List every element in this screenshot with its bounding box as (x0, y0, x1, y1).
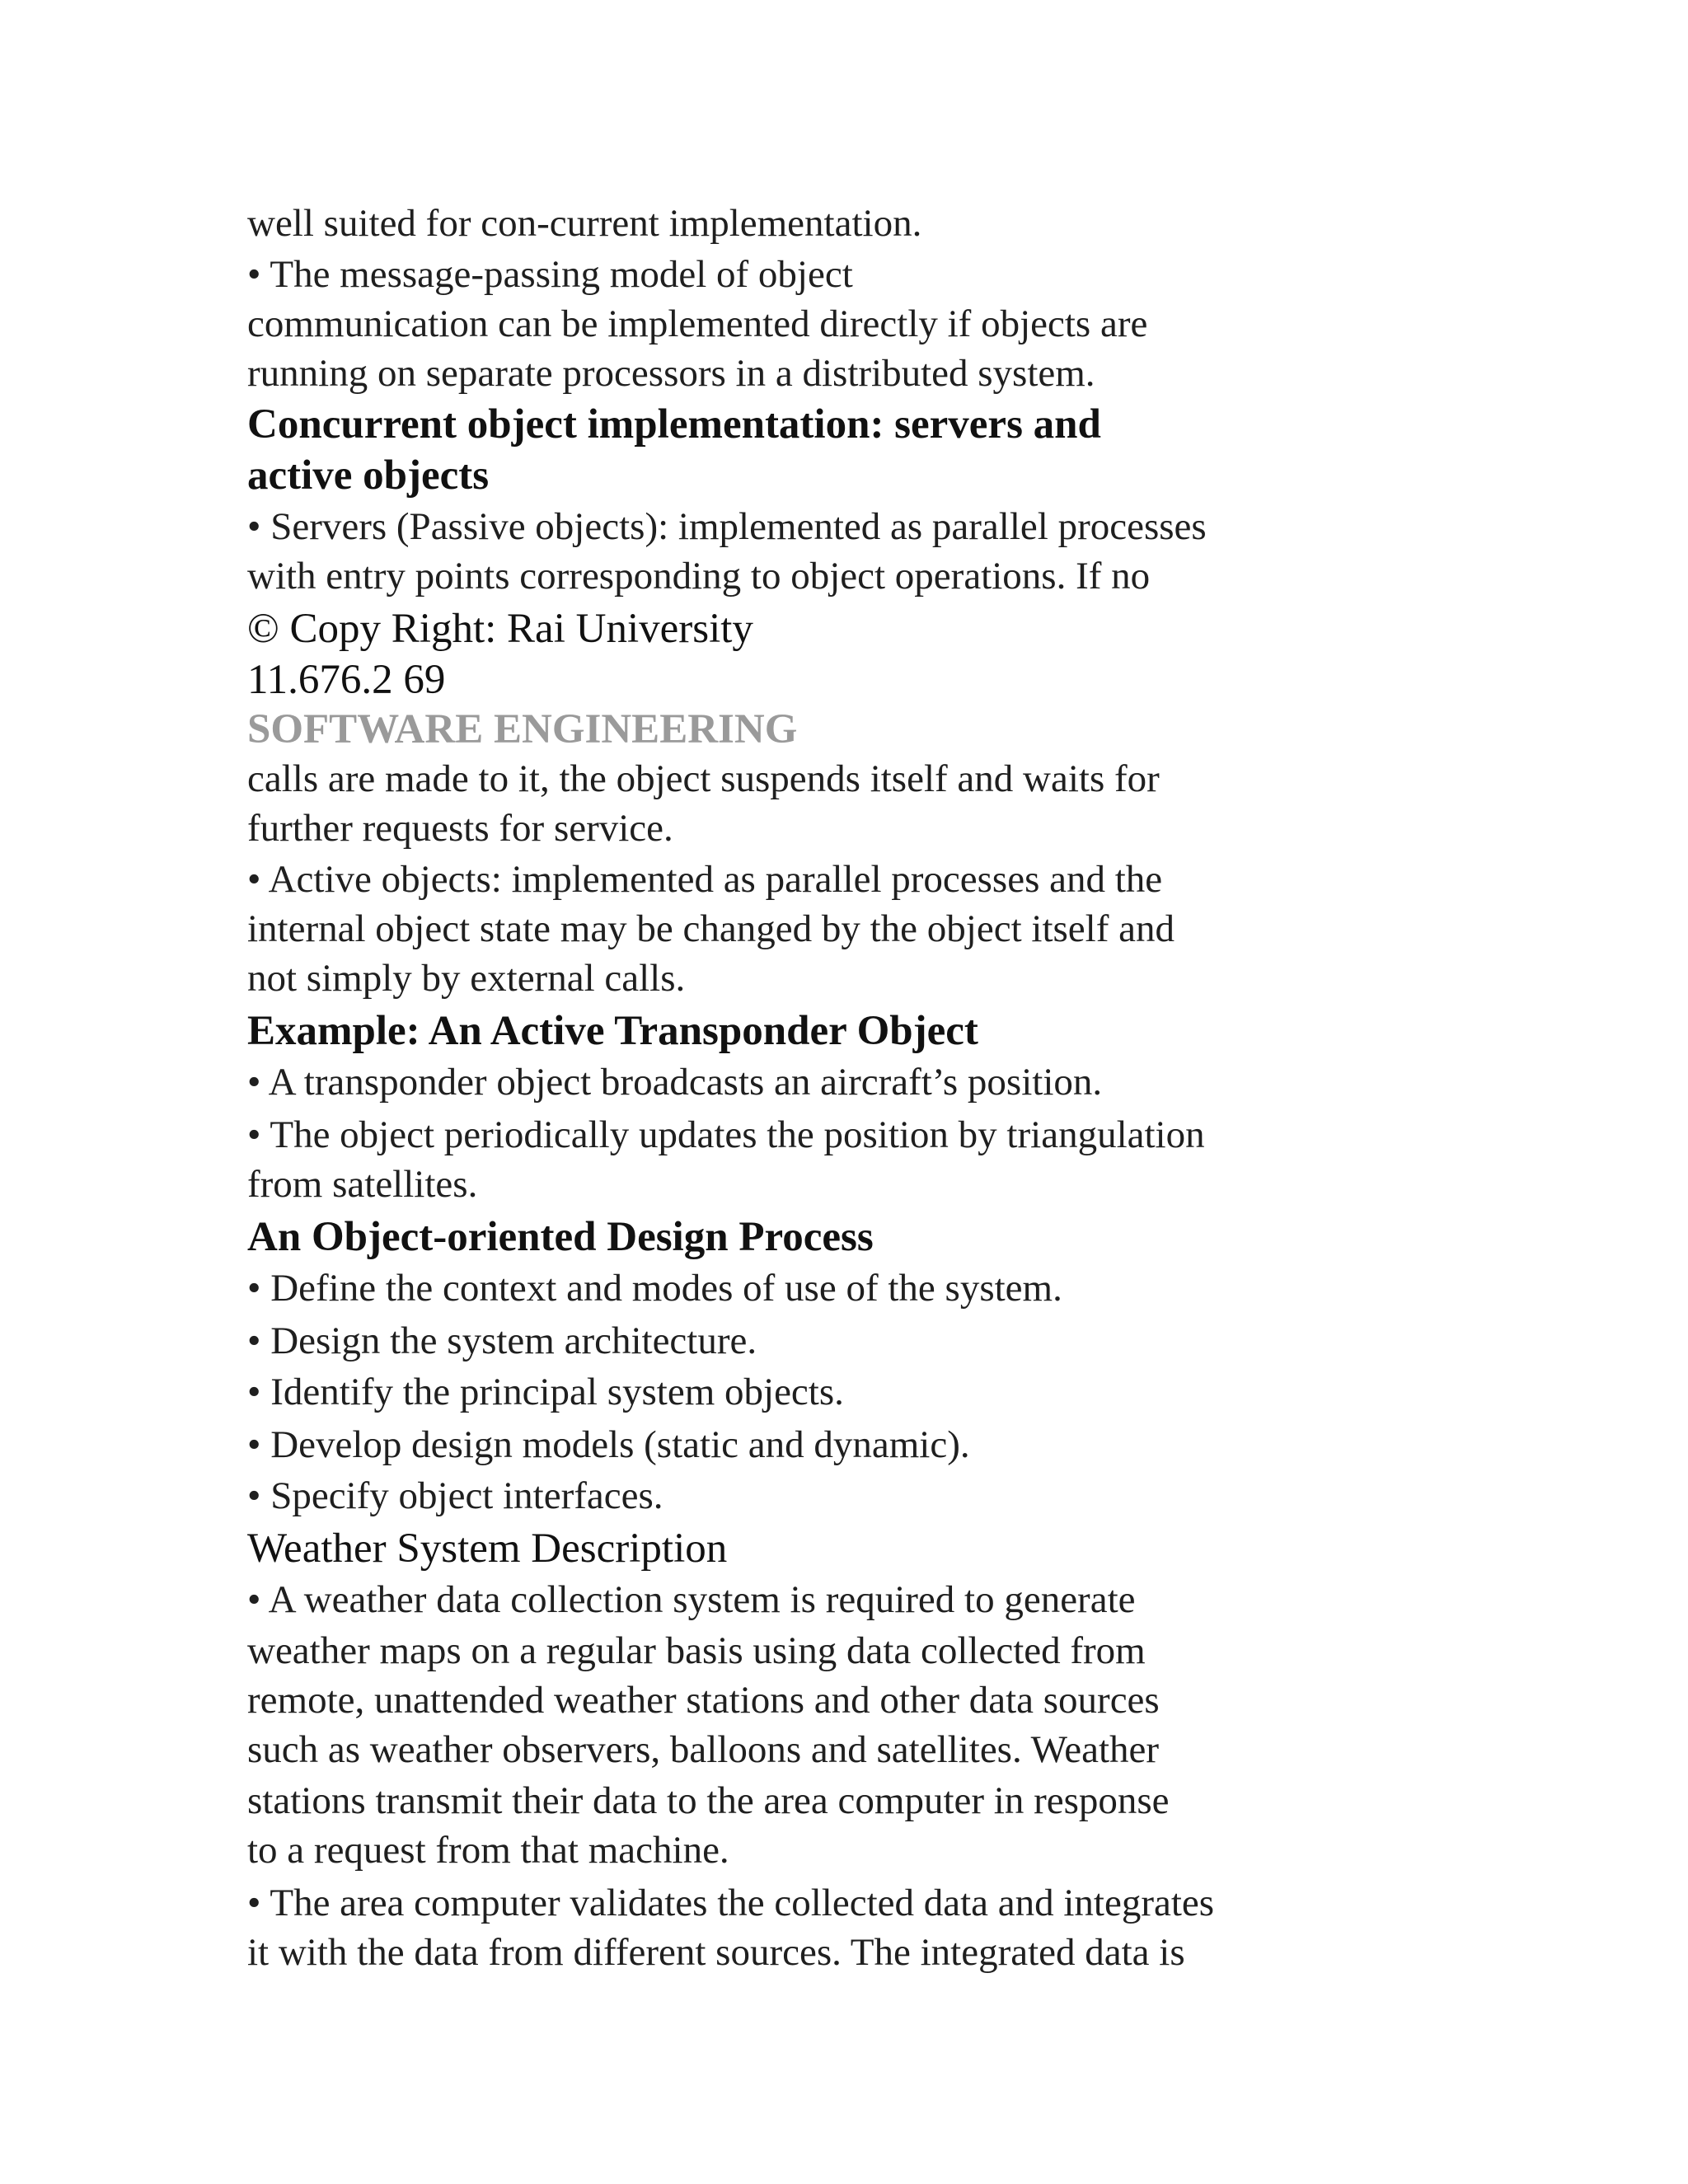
section-heading: An Object-oriented Design Process (247, 1214, 874, 1260)
text-line: stations transmit their data to the area computer in response (247, 1779, 1170, 1822)
bullet-line: • Active objects: implemented as parallel processes and the (247, 858, 1163, 901)
bullet-line: • Design the system architecture. (247, 1319, 757, 1362)
bullet-line: • A weather data collection system is required to generate (247, 1578, 1136, 1621)
text-line: communication can be implemented directly if objects are (247, 302, 1148, 345)
section-heading: Concurrent object implementation: servers and (247, 401, 1101, 448)
text-line: not simply by external calls. (247, 957, 686, 1000)
text-line: running on separate processors in a distributed system. (247, 352, 1095, 395)
bullet-line: • A transponder object broadcasts an aircraft’s position. (247, 1061, 1103, 1104)
section-heading: active objects (247, 452, 490, 499)
bullet-line: • Define the context and modes of use of the system. (247, 1267, 1062, 1310)
text-line: with entry points corresponding to object operations. If no (247, 555, 1151, 598)
bullet-line: • Specify object interfaces. (247, 1474, 663, 1517)
text-line: remote, unattended weather stations and other data sources (247, 1679, 1160, 1722)
text-line: well suited for con-current implementation. (247, 202, 922, 245)
page-number: 11.676.2 69 (247, 657, 446, 703)
text-line: from satellites. (247, 1163, 478, 1206)
text-line: weather maps on a regular basis using data collected from (247, 1629, 1146, 1672)
bullet-line: • Develop design models (static and dynamic). (247, 1423, 970, 1466)
text-line: to a request from that machine. (247, 1829, 729, 1872)
bullet-line: • Servers (Passive objects): implemented as parallel processes (247, 505, 1207, 548)
text-line: such as weather observers, balloons and satellites. Weather (247, 1728, 1160, 1771)
section-heading: Weather System Description (247, 1526, 728, 1572)
copyright-notice: © Copy Right: Rai University (247, 606, 753, 652)
section-heading: Example: An Active Transponder Object (247, 1008, 978, 1054)
text-line: further requests for service. (247, 807, 673, 850)
bullet-line: • The area computer validates the collected data and integrates (247, 1882, 1215, 1924)
text-line: it with the data from different sources. The integrated data is (247, 1931, 1185, 1974)
running-header: SOFTWARE ENGINEERING (247, 706, 798, 752)
text-line: internal object state may be changed by the object itself and (247, 907, 1175, 950)
bullet-line: • The object periodically updates the position by triangulation (247, 1113, 1205, 1156)
text-line: calls are made to it, the object suspends itself and waits for (247, 757, 1160, 800)
bullet-line: • The message-passing model of object (247, 253, 853, 296)
bullet-line: • Identify the principal system objects. (247, 1371, 844, 1413)
